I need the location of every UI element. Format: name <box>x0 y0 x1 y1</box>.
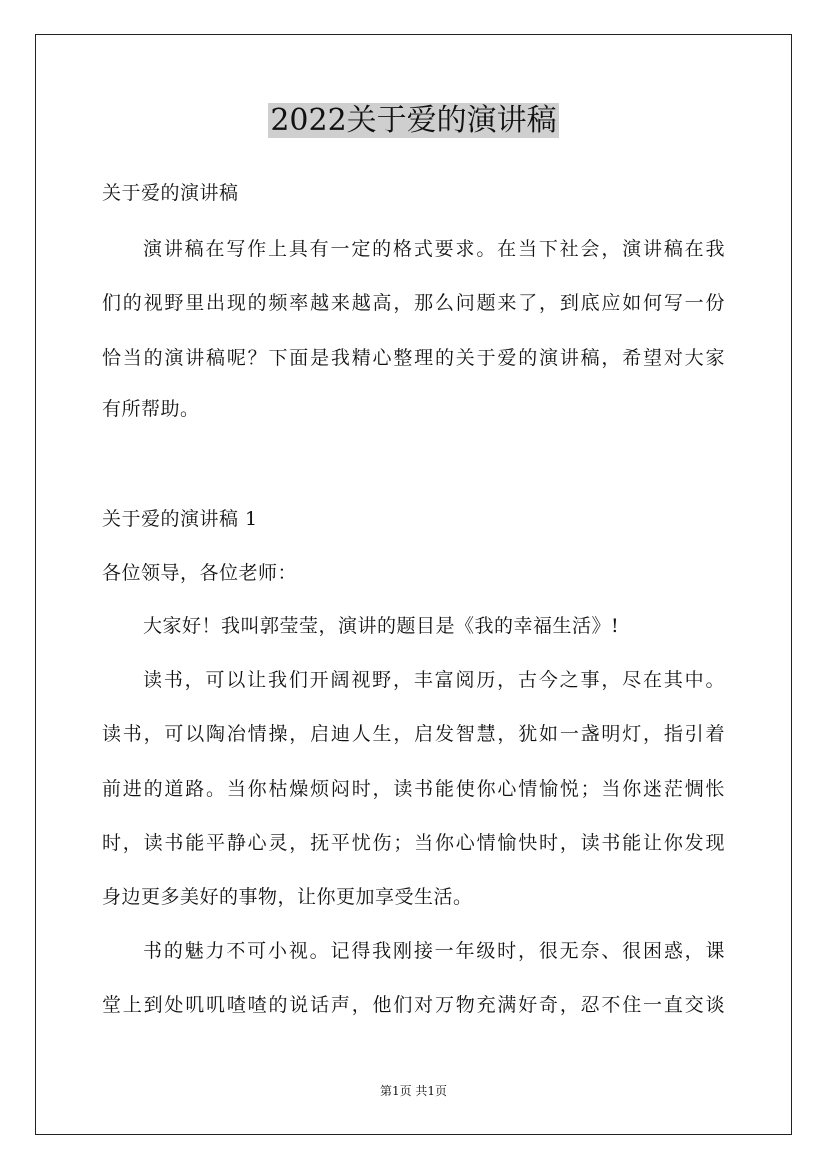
paragraph-line: 书的魅力不可小视。记得我刚接一年级时，很无奈、很困惑，课 <box>143 940 725 962</box>
paragraph-line: 演讲稿在写作上具有一定的格式要求。在当下社会，演讲稿在我 <box>143 238 725 260</box>
greeting-line: 大家好！我叫郭莹莹，演讲的题目是《我的幸福生活》! <box>143 615 620 637</box>
paragraph-line: 有所帮助。 <box>102 398 200 420</box>
paragraph-line: 们的视野里出现的频率越来越高，那么问题来了，到底应如何写一份 <box>102 292 725 314</box>
paragraph-line: 读书，可以陶冶情操，启迪人生，启发智慧，犹如一盏明灯，指引着 <box>102 723 725 745</box>
section-heading: 关于爱的演讲稿 1 <box>102 508 258 530</box>
page-footer: 第1页 共1页 <box>379 1084 448 1098</box>
paragraph-line: 恰当的演讲稿呢？下面是我精心整理的关于爱的演讲稿，希望对大家 <box>102 347 725 369</box>
paragraph-line: 堂上到处叽叽喳喳的说话声，他们对万物充满好奇，忍不住一直交谈 <box>102 994 725 1016</box>
subtitle: 关于爱的演讲稿 <box>102 182 239 204</box>
document-title: 2022关于爱的演讲稿 <box>270 103 557 138</box>
paragraph-line: 前进的道路。当你枯燥烦闷时，读书能使你心情愉悦；当你迷茫惆怅 <box>102 778 725 800</box>
salutation: 各位领导，各位老师： <box>102 562 298 584</box>
paragraph-line: 读书，可以让我们开阔视野，丰富阅历，古今之事，尽在其中。 <box>143 669 725 691</box>
document-title-wrap <box>0 99 827 143</box>
paragraph-line: 时，读书能平静心灵，抚平忧伤；当你心情愉快时，读书能让你发现 <box>102 832 725 854</box>
paragraph-line: 身边更多美好的事物，让你更加享受生活。 <box>102 886 473 908</box>
